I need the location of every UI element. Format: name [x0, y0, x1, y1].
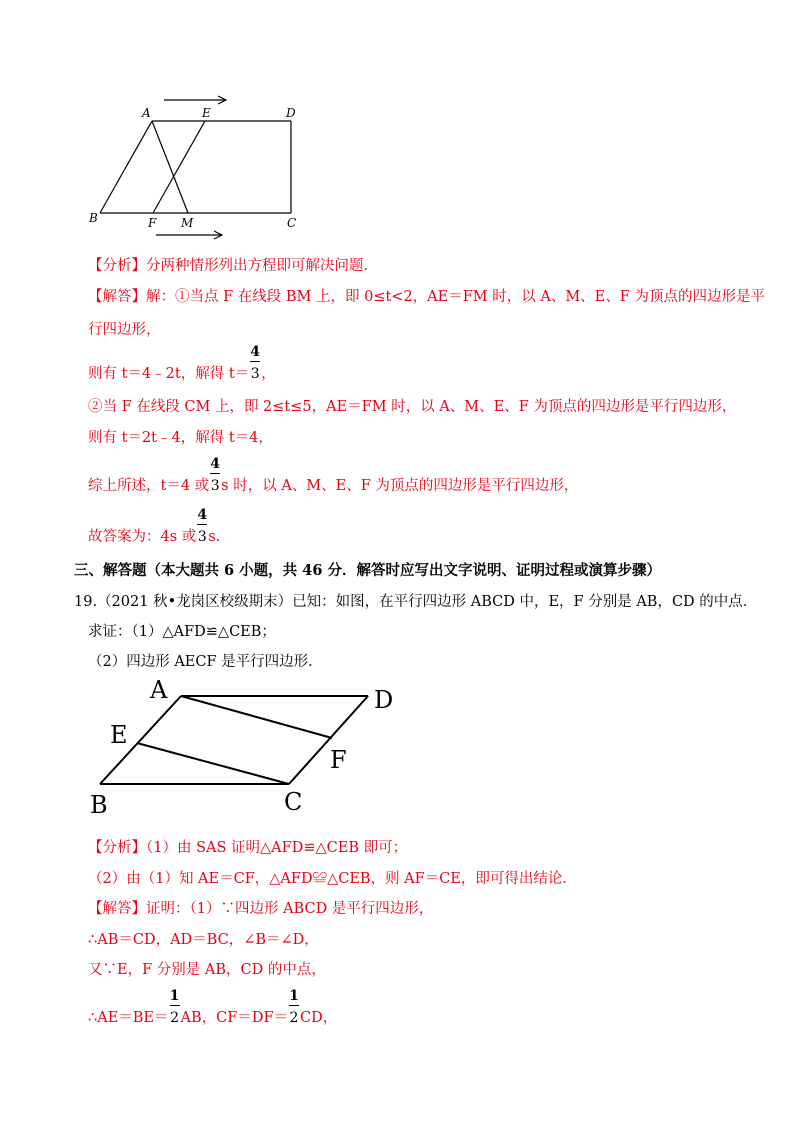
- solution-18-line4: ②当 F 在线段 CM 上，即 2≤t≤5，AE＝FM 时，以 A、M、E、F 为顶点的四边形是平行四边形，: [88, 399, 737, 415]
- solution-19-line3: 又∵E，F 分别是 AB，CD 的中点，: [88, 962, 326, 978]
- line7-pre: 故答案为：4s 或: [88, 529, 197, 545]
- analysis-18: [88, 256, 368, 276]
- label-F: F: [330, 746, 347, 774]
- question-19-prove2: （2）四边形 AECF 是平行四边形．: [88, 654, 323, 670]
- label-C: C: [284, 788, 303, 816]
- analysis-19-line1: [88, 838, 407, 858]
- question-19: [74, 592, 757, 612]
- frac-den: 3: [250, 366, 260, 382]
- label-B: B: [90, 791, 108, 819]
- frac-den: 3: [210, 478, 220, 494]
- analysis-text: 分两种情形列出方程即可解决问题.: [146, 258, 369, 274]
- label-E: E: [110, 721, 128, 749]
- analysis-tag: 【分析】: [88, 258, 146, 274]
- frac-den: 2: [170, 1010, 179, 1026]
- fraction-1-2: [169, 988, 181, 1028]
- solution-19-line4: [88, 988, 338, 1028]
- label-D: D: [374, 686, 394, 714]
- label-E: E: [202, 106, 211, 120]
- label-D: D: [286, 106, 296, 120]
- label-F: F: [148, 216, 157, 230]
- line3-pre: 则有 t＝4﹣2t，解得 t＝: [88, 366, 250, 382]
- frac-num: 4: [210, 456, 221, 472]
- solution-18-line1: [88, 287, 765, 307]
- analysis-line1: （1）由 SAS 证明△AFD≌△CEB 即可；: [146, 840, 408, 856]
- label-M: M: [181, 216, 194, 230]
- fraction-4-3: [196, 507, 208, 547]
- solution-18-line3: [88, 344, 276, 384]
- question-19-prove1: 求证：（1）△AFD≌△CEB；: [88, 624, 276, 640]
- analysis-19-line2: （2）由（1）知 AE＝CF，△AFD≌△CEB，则 AF＝CE，即可得出结论．: [88, 871, 577, 887]
- solution-19-line1: [88, 899, 433, 919]
- line7-post: s.: [208, 529, 221, 545]
- line4-mid: AB，CF＝DF＝: [180, 1010, 288, 1026]
- label-A: A: [142, 106, 151, 120]
- question-text: （2021 秋•龙岗区校级期末）已知：如图，在平行四边形 ABCD 中，E，F 分别是 AB，CD 的中点．: [97, 594, 758, 610]
- frac-den: 2: [289, 1010, 299, 1026]
- figure-parallelogram-moving-points: [80, 88, 320, 248]
- frac-num: 4: [197, 507, 208, 523]
- frac-num: 4: [250, 344, 261, 360]
- solution-line1: 解：①当点 F 在线段 BM 上，即 0≤t<2，AE＝FM 时，以 A、M、E、F 为顶点的四边形是平: [146, 289, 765, 305]
- fraction-4-3: [209, 456, 221, 496]
- solution-18-line6: [88, 456, 579, 496]
- frac-den: 3: [197, 529, 207, 545]
- solution-line1: 证明：（1）∵四边形 ABCD 是平行四边形，: [146, 901, 434, 917]
- solution-tag: 【解答】: [88, 901, 146, 917]
- question-number: 19.: [74, 594, 98, 610]
- analysis-tag: 【分析】: [88, 840, 146, 856]
- fraction-1-2: [288, 988, 300, 1028]
- solution-18-line7: [88, 507, 221, 547]
- line3-post: ，: [261, 366, 276, 382]
- label-C: C: [287, 216, 297, 230]
- solution-tag: 【解答】: [88, 289, 146, 305]
- section-heading: 三、解答题（本大题共 6 小题，共 46 分．解答时应写出文字说明、证明过程或演算步骤）: [74, 562, 661, 579]
- solution-18-line2: 行四边形，: [88, 322, 161, 338]
- solution-18-line5: 则有 t＝2t﹣4，解得 t＝4，: [88, 430, 273, 446]
- line6-pre: 综上所述，t＝4 或: [88, 478, 210, 494]
- fraction-4-3: [249, 344, 261, 384]
- label-A: A: [150, 676, 168, 704]
- solution-19-line2: ∴AB＝CD，AD＝BC，∠B＝∠D，: [88, 932, 319, 948]
- figure-parallelogram-abcd: [80, 676, 420, 826]
- line6-post: s 时，以 A、M、E、F 为顶点的四边形是平行四边形，: [221, 478, 579, 494]
- line4-pre: ∴AE＝BE＝: [88, 1010, 169, 1026]
- line4-post: CD，: [300, 1010, 338, 1026]
- label-B: B: [89, 211, 98, 225]
- frac-num: 1: [169, 988, 180, 1004]
- frac-num: 1: [289, 988, 299, 1004]
